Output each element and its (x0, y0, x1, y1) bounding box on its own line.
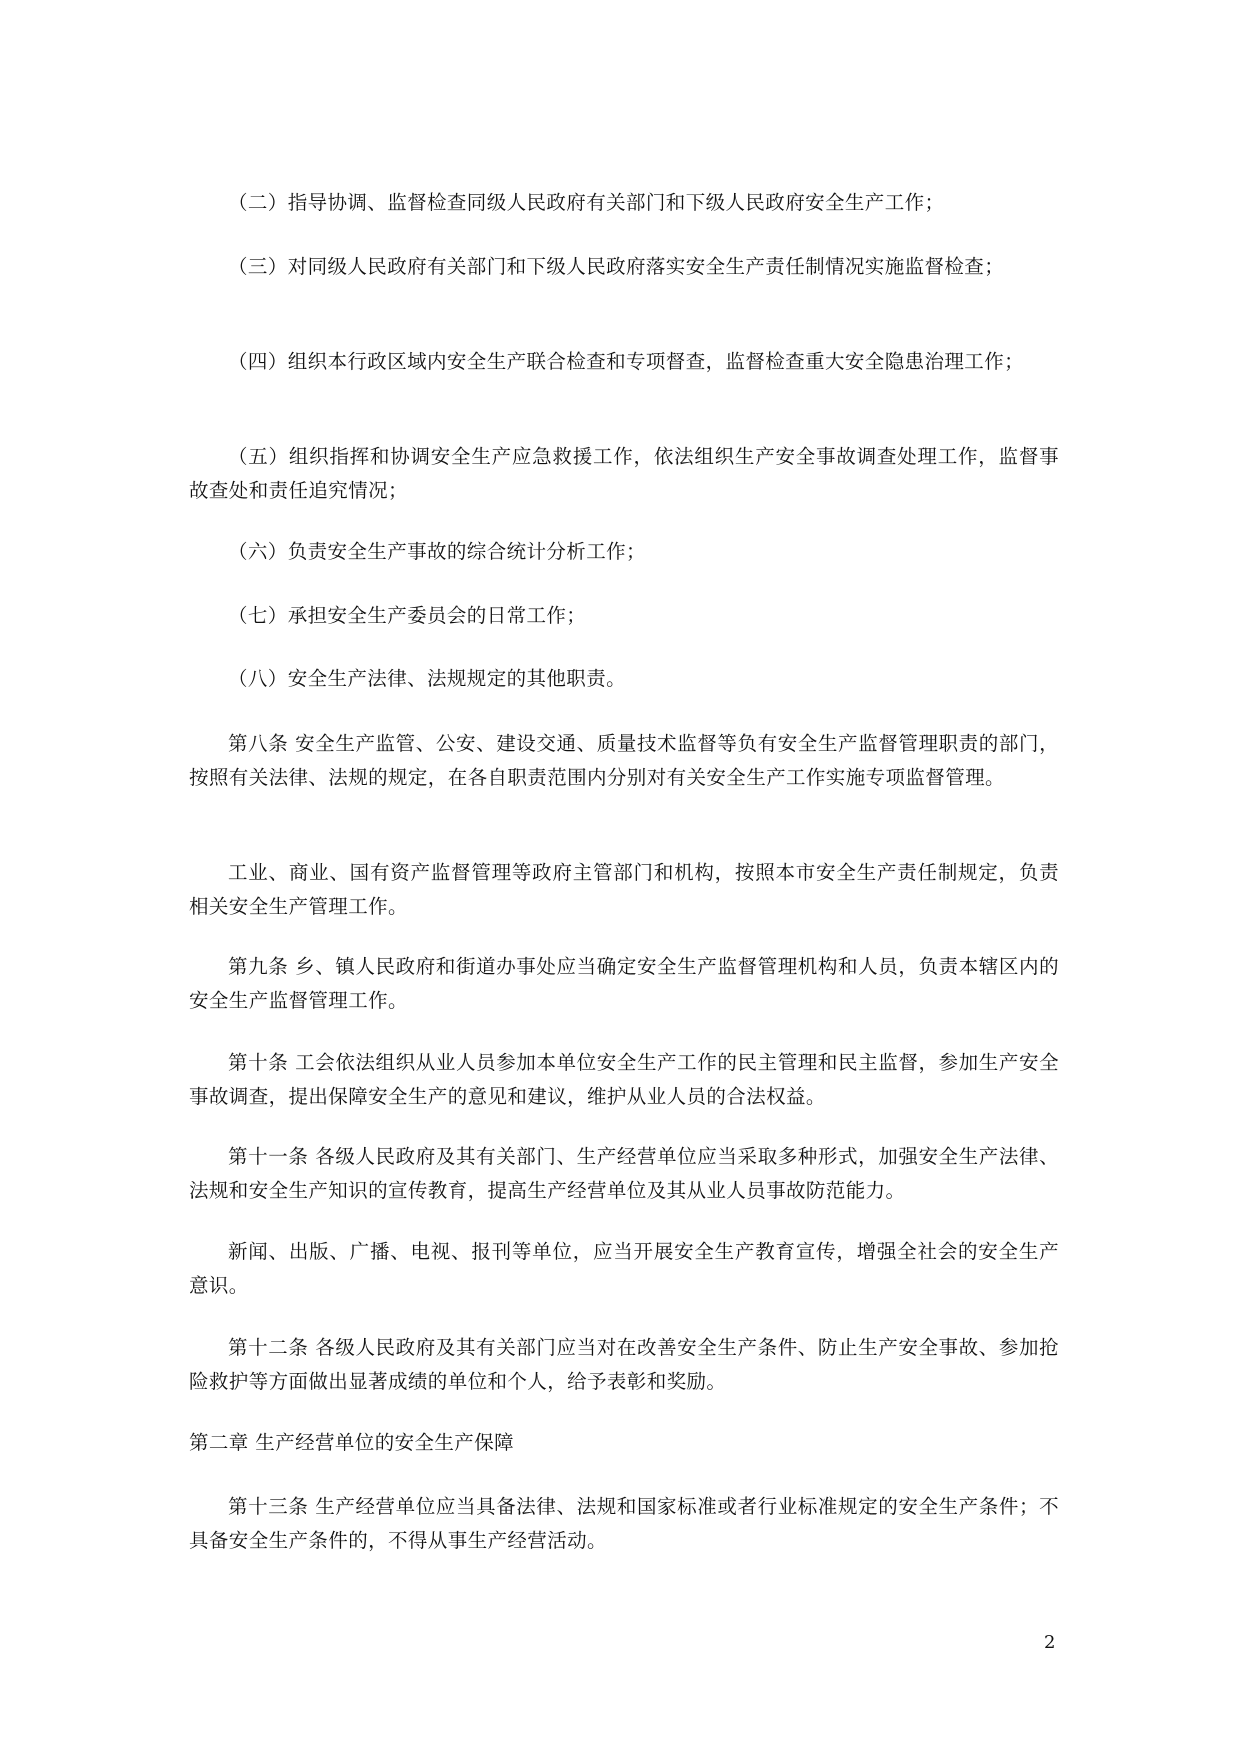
article-13: 第十三条 生产经营单位应当具备法律、法规和国家标准或者行业标准规定的安全生产条件；不具备安全生产条件的，不得从事生产经营活动。 (189, 1495, 1059, 1552)
paragraph-item-6: （六）负责安全生产事故的综合统计分析工作； (228, 540, 646, 563)
paragraph-item-5: （五）组织指挥和协调安全生产应急救援工作，依法组织生产安全事故调查处理工作，监督事故查处和责任追究情况； (189, 445, 1059, 502)
article-8-paragraph-2: 工业、商业、国有资产监督管理等政府主管部门和机构，按照本市安全生产责任制规定，负责相关安全生产管理工作。 (189, 861, 1059, 918)
article-11-paragraph-2: 新闻、出版、广播、电视、报刊等单位，应当开展安全生产教育宣传，增强全社会的安全生产意识。 (189, 1240, 1059, 1297)
article-11: 第十一条 各级人民政府及其有关部门、生产经营单位应当采取多种形式，加强安全生产法律、法规和安全生产知识的宣传教育，提高生产经营单位及其从业人员事故防范能力。 (189, 1145, 1059, 1202)
article-8: 第八条 安全生产监管、公安、建设交通、质量技术监督等负有安全生产监督管理职责的部门，按照有关法律、法规的规定，在各自职责范围内分别对有关安全生产工作实施专项监督管理。 (189, 732, 1059, 789)
article-10: 第十条 工会依法组织从业人员参加本单位安全生产工作的民主管理和民主监督，参加生产安全事故调查，提出保障安全生产的意见和建议，维护从业人员的合法权益。 (189, 1051, 1059, 1108)
paragraph-item-8: （八）安全生产法律、法规规定的其他职责。 (228, 667, 627, 690)
page-number: 2 (1044, 1632, 1056, 1653)
article-9: 第九条 乡、镇人民政府和街道办事处应当确定安全生产监督管理机构和人员，负责本辖区内的安全生产监督管理工作。 (189, 955, 1059, 1012)
article-12: 第十二条 各级人民政府及其有关部门应当对在改善安全生产条件、防止生产安全事故、参加抢险救护等方面做出显著成绩的单位和个人，给予表彰和奖励。 (189, 1336, 1059, 1393)
paragraph-item-7: （七）承担安全生产委员会的日常工作； (228, 604, 587, 627)
chapter-2-heading: 第二章 生产经营单位的安全生产保障 (189, 1431, 514, 1454)
paragraph-item-2: （二）指导协调、监督检查同级人民政府有关部门和下级人民政府安全生产工作； (228, 191, 945, 214)
paragraph-item-4: （四）组织本行政区域内安全生产联合检查和专项督查，监督检查重大安全隐患治理工作； (228, 350, 1025, 373)
paragraph-item-3: （三）对同级人民政府有关部门和下级人民政府落实安全生产责任制情况实施监督检查； (228, 255, 1005, 278)
